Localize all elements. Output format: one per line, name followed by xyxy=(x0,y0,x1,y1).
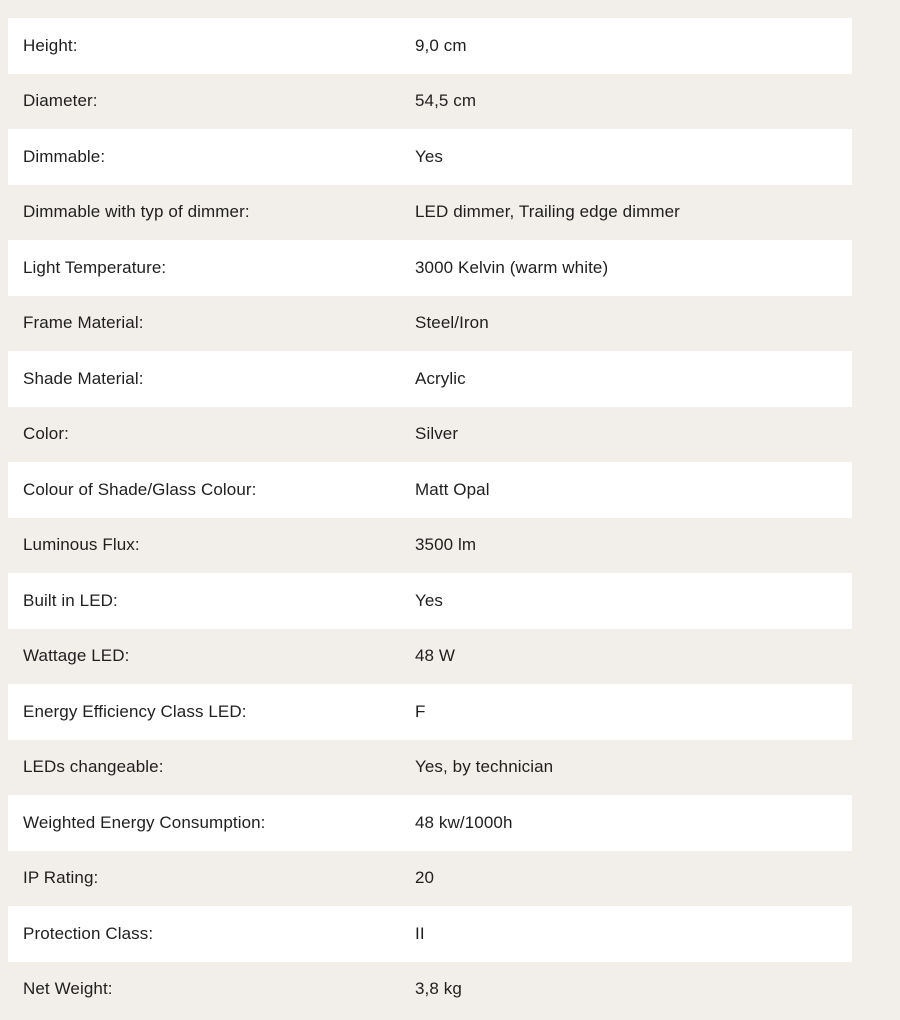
spec-label: LEDs changeable: xyxy=(23,757,164,777)
spec-row-energy-consumption xyxy=(8,795,852,851)
spec-row-height xyxy=(8,18,852,74)
spec-row-shade-material xyxy=(8,351,852,407)
spec-row-net-weight xyxy=(8,962,852,1018)
spec-value: Silver xyxy=(415,424,459,444)
spec-label: Shade Material: xyxy=(23,368,144,388)
spec-label: Protection Class: xyxy=(23,923,154,943)
spec-row-dimmer-type xyxy=(8,185,852,241)
spec-row-light-temperature xyxy=(8,240,852,296)
spec-row-luminous-flux xyxy=(8,518,852,574)
spec-value: 48 W xyxy=(415,646,456,666)
spec-label: Dimmable with typ of dimmer: xyxy=(23,202,250,222)
spec-label: Frame Material: xyxy=(23,313,144,333)
spec-label: IP Rating: xyxy=(23,868,99,888)
spec-value: 9,0 cm xyxy=(415,35,467,55)
spec-value: 54,5 cm xyxy=(415,91,477,111)
spec-label: Dimmable: xyxy=(23,146,106,166)
spec-label: Light Temperature: xyxy=(23,257,167,277)
spec-value: Yes, by technician xyxy=(415,757,554,777)
spec-label: Luminous Flux: xyxy=(23,535,140,555)
spec-value: Steel/Iron xyxy=(415,313,489,333)
spec-label: Energy Efficiency Class LED: xyxy=(23,701,247,721)
spec-label: Diameter: xyxy=(23,91,98,111)
spec-value: LED dimmer, Trailing edge dimmer xyxy=(415,202,680,222)
spec-label: Colour of Shade/Glass Colour: xyxy=(23,479,257,499)
spec-row-energy-class xyxy=(8,684,852,740)
spec-row-shade-colour xyxy=(8,462,852,518)
spec-value: Matt Opal xyxy=(415,479,490,499)
spec-label: Height: xyxy=(23,35,78,55)
spec-value: 20 xyxy=(415,868,435,888)
spec-row-protection-class xyxy=(8,906,852,962)
spec-value: 3500 lm xyxy=(415,535,477,555)
spec-value: F xyxy=(415,701,426,721)
spec-row-leds-changeable xyxy=(8,740,852,796)
spec-row-built-in-led xyxy=(8,573,852,629)
spec-row-color xyxy=(8,407,852,463)
spec-value: 48 kw/1000h xyxy=(415,812,513,832)
spec-row-ip-rating xyxy=(8,851,852,907)
spec-table xyxy=(8,18,852,1017)
spec-label: Weighted Energy Consumption: xyxy=(23,812,266,832)
spec-value: 3000 Kelvin (warm white) xyxy=(415,257,609,277)
spec-value: Yes xyxy=(415,590,444,610)
spec-row-diameter xyxy=(8,74,852,130)
spec-label: Wattage LED: xyxy=(23,646,130,666)
spec-label: Built in LED: xyxy=(23,590,118,610)
spec-row-wattage-led xyxy=(8,629,852,685)
spec-value: 3,8 kg xyxy=(415,979,462,999)
spec-row-frame-material xyxy=(8,296,852,352)
spec-row-dimmable xyxy=(8,129,852,185)
spec-label: Color: xyxy=(23,424,69,444)
spec-value: Yes xyxy=(415,146,444,166)
spec-value: II xyxy=(415,923,425,943)
spec-value: Acrylic xyxy=(415,368,466,388)
spec-label: Net Weight: xyxy=(23,979,113,999)
